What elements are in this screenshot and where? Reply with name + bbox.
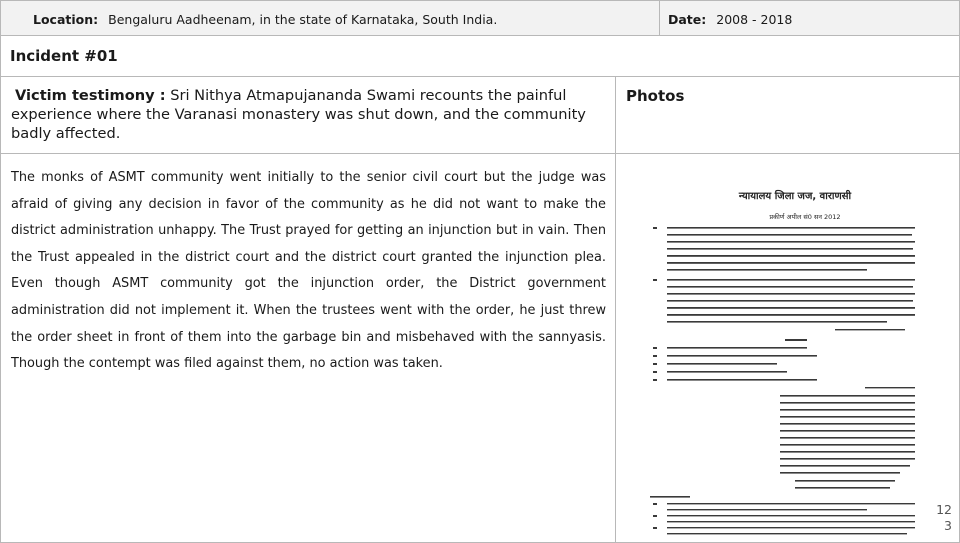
- page-number-main: 12: [936, 502, 952, 517]
- court-document-image: [645, 189, 945, 539]
- document-text-lines: [650, 227, 915, 534]
- date-value: 2008 - 2018: [716, 12, 793, 27]
- location-label: Location:: [33, 12, 99, 27]
- location-value: Bengaluru Aadheenam, in the state of Karnataka, South India.: [108, 12, 498, 27]
- date-label: Date:: [668, 12, 707, 27]
- page-number: [912, 502, 952, 534]
- victim-testimony-cell: [0, 76, 616, 154]
- photo-cell: [615, 153, 960, 543]
- victim-testimony-text: Sri Nithya Atmapujananda Swami recounts the painful experience where the Varanasi monastery was shut down, and the community badly affected.: [11, 87, 586, 142]
- page-number-sub: 3: [944, 518, 952, 533]
- date-cell: [659, 0, 960, 36]
- location-cell: [0, 0, 660, 36]
- court-document-title: न्यायालय जिला जज, वाराणसी: [738, 191, 852, 202]
- incident-title: Incident #01: [0, 35, 960, 77]
- victim-testimony-label: Victim testimony :: [15, 87, 166, 104]
- photos-header: Photos: [615, 76, 960, 154]
- court-document-case-line: प्रकीर्ण अपील सं0 सन 2012: [769, 213, 841, 221]
- body-text: The monks of ASMT community went initially to the senior civil court but the judge was afraid of giving any decision in favor of the community as he did not want to make the district administration unhappy. The Trust prayed for getting an injunction but in vain. Then the Trust appealed in the district court and the district court granted the injunction plea. Even though ASMT community got the injunction order, the District government administration did not implement it. When the trustees went with the order, he just threw the order sheet in front of them into the garbage bin and misbehaved with the sannyasis. Though the contempt was filed against them, no action was taken.: [0, 153, 616, 543]
